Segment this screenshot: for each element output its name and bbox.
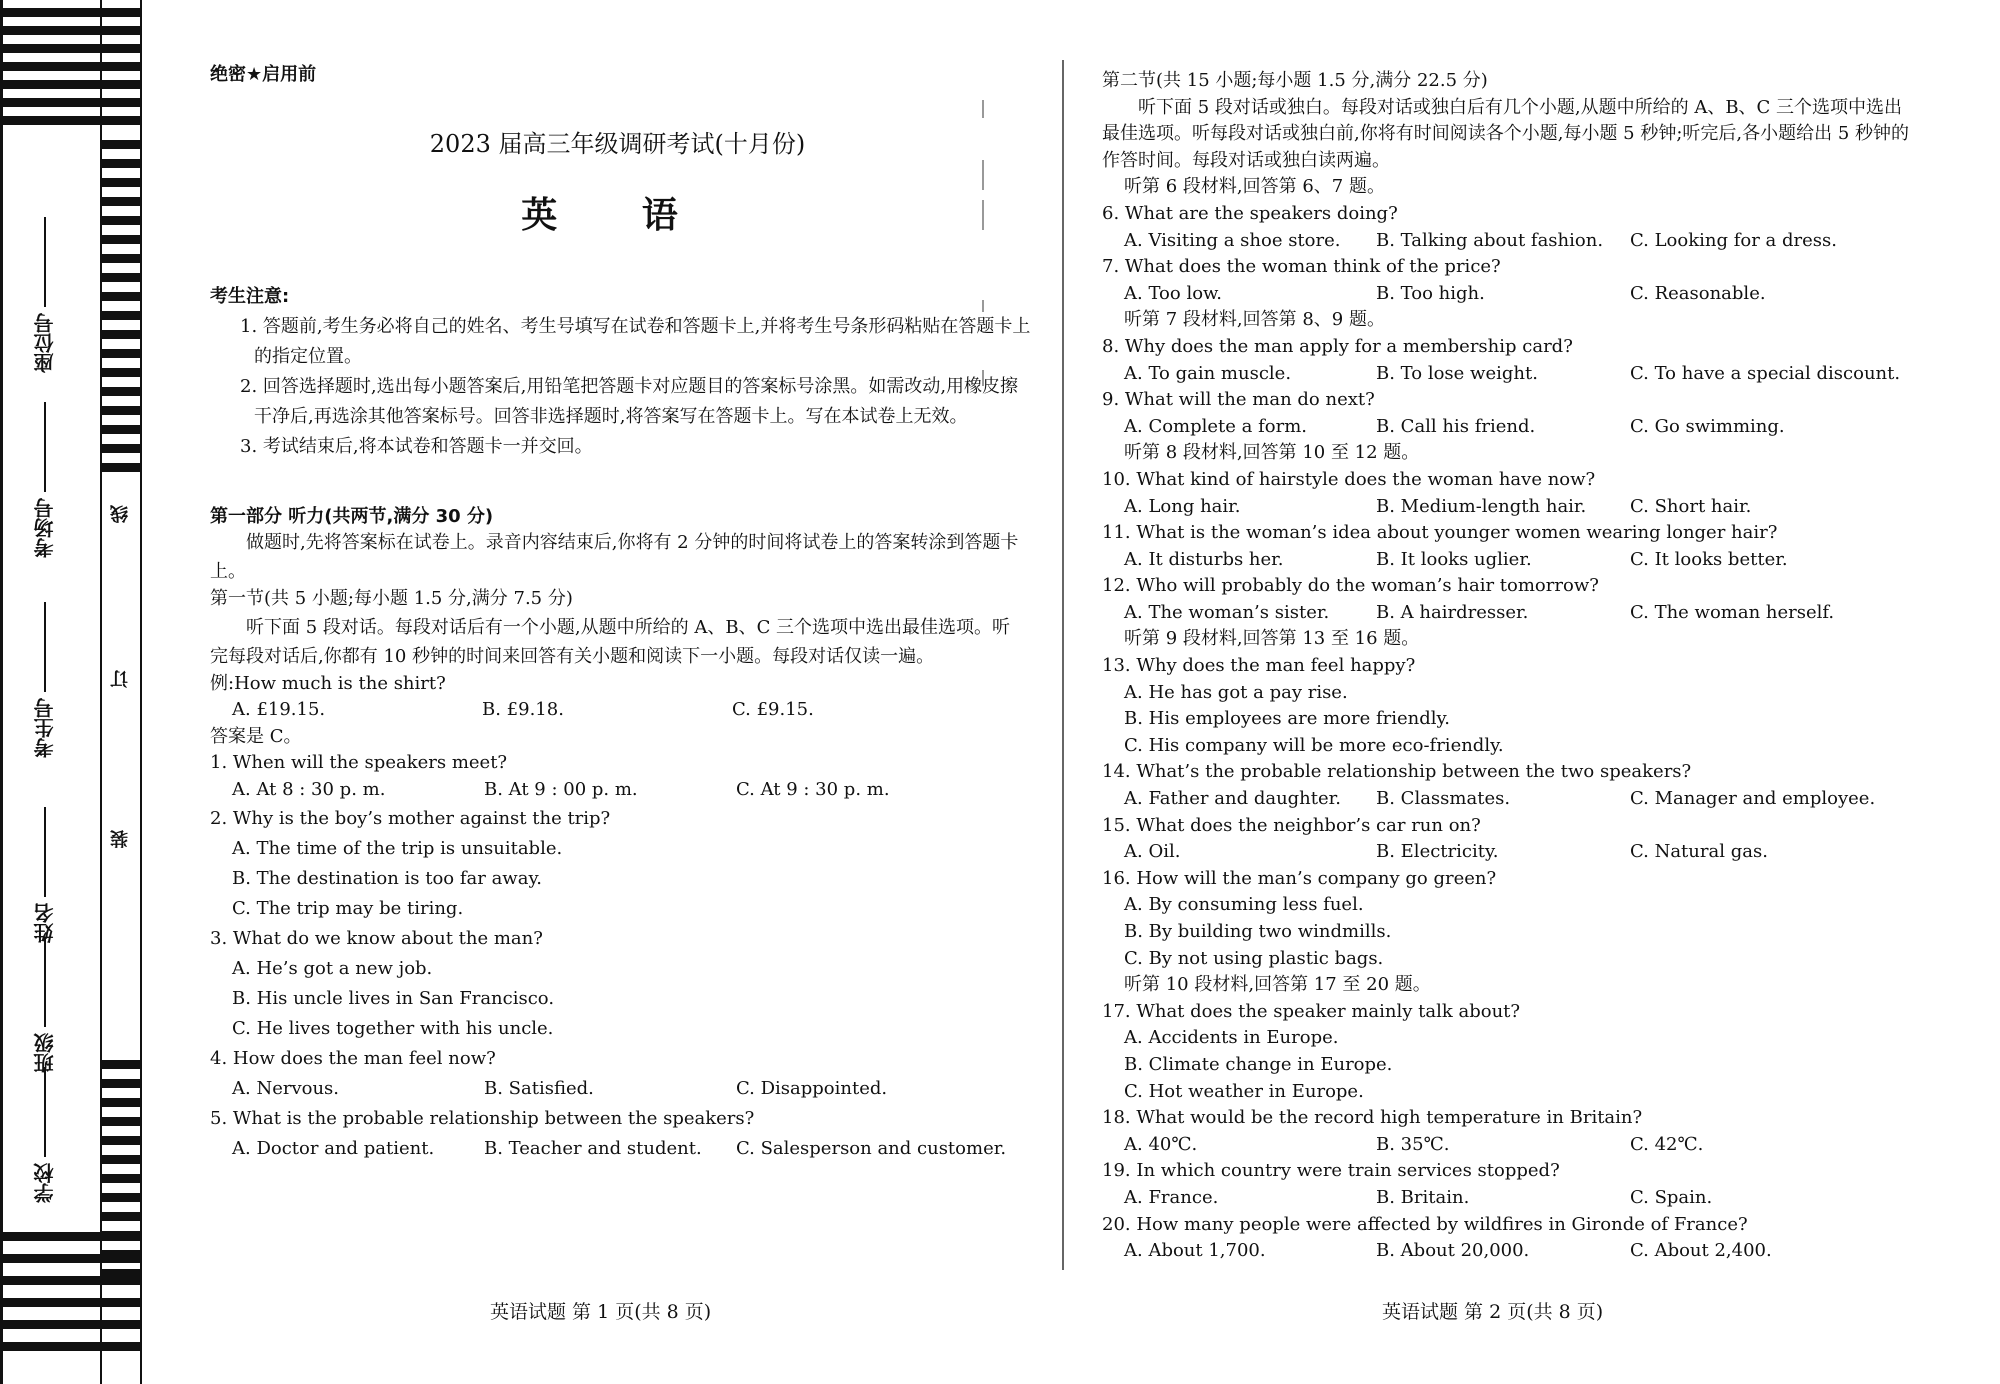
barcode-stripe [102, 444, 142, 453]
example-question: 例:How much is the shirt? [210, 672, 446, 694]
barcode-stripe [0, 1276, 142, 1285]
question-20: 20. How many people were affected by wildfires in Gironde of France? [1102, 1213, 1748, 1235]
option[interactable]: B. Britain. [1376, 1186, 1470, 1208]
question-11-options [1102, 547, 1922, 574]
barcode-stripe [102, 1174, 142, 1183]
barcode-stripe [102, 197, 142, 206]
barcode-stripe [102, 1060, 142, 1069]
notice-item: 2. 回答选择题时,选出每小题答案后,用铅笔把答题卡对应题目的答案标号涂黑。如需改动,用橡皮擦干净后,再选涂其他答案标号。回答非选择题时,将答案写在答题卡上。写在本试卷上无效。 [240, 376, 1019, 427]
question-9-options [1102, 414, 1922, 441]
question-7-options [1102, 281, 1922, 308]
material-6: 听第 6 段材料,回答第 6、7 题。 [1124, 176, 1385, 198]
page-2-footer: 英语试题 第 2 页(共 8 页) [1382, 1301, 1604, 1323]
class-field[interactable] [30, 930, 70, 1080]
page-1-footer: 英语试题 第 1 页(共 8 页) [490, 1301, 712, 1323]
column-divider [1062, 60, 1064, 1270]
option[interactable]: A. Accidents in Europe. [1124, 1027, 1339, 1049]
binding-mark-bind: 装 [110, 830, 131, 848]
candidate-number-field[interactable] [30, 580, 70, 780]
option[interactable]: B. A hairdresser. [1376, 601, 1529, 623]
barcode-stripe [0, 80, 142, 89]
barcode-stripe [102, 1193, 142, 1202]
part1-heading: 第一部分 听力(共两节,满分 30 分) [210, 506, 494, 527]
barcode-stripe [102, 1117, 142, 1126]
option[interactable]: C. 42℃. [1630, 1133, 1704, 1155]
question-4-options [210, 1074, 1025, 1104]
barcode-stripe [102, 463, 142, 472]
material-10: 听第 10 段材料,回答第 17 至 20 题。 [1124, 974, 1431, 996]
option[interactable]: A. He has got a pay rise. [1124, 681, 1348, 703]
question-1: 1. When will the speakers meet? [210, 752, 508, 774]
option[interactable]: C. Reasonable. [1630, 282, 1766, 304]
option[interactable]: A. He’s got a new job. [232, 957, 433, 979]
seat-number-label: 座位号 [33, 313, 57, 373]
notice-item: 1. 答题前,考生务必将自己的姓名、考生号填写在试卷和答题卡上,并将考生号条形码粘贴在答题卡上的指定位置。 [240, 316, 1031, 367]
option[interactable]: A. Visiting a shoe store. [1124, 229, 1341, 251]
option[interactable]: A. Oil. [1124, 841, 1181, 863]
question-10: 10. What kind of hairstyle does the woman have now? [1102, 468, 1596, 490]
example-answer: 答案是 C。 [210, 725, 302, 747]
option[interactable]: B. Classmates. [1376, 788, 1511, 810]
option[interactable]: C. To have a special discount. [1630, 362, 1901, 384]
option[interactable]: A. To gain muscle. [1124, 362, 1292, 384]
candidate-number-label: 考生号 [33, 698, 57, 758]
option[interactable]: A. By consuming less fuel. [1124, 894, 1364, 916]
seat-number-field[interactable] [30, 210, 70, 380]
barcode-stripe [102, 216, 142, 225]
page-1 [210, 60, 1031, 1164]
section1-intro: 听下面 5 段对话。每段对话后有一个小题,从题中所给的 A、B、C 三个选项中选出最佳选项。听完每段对话后,你都有 10 秒钟的时间来回答有关小题和阅读下一小题。每段对话仅读一遍。 [210, 616, 1011, 667]
example-options [210, 697, 1025, 724]
option[interactable]: C. He lives together with his uncle. [232, 1017, 554, 1039]
question-12: 12. Who will probably do the woman’s hair tomorrow? [1102, 575, 1599, 597]
option[interactable]: B. Climate change in Europe. [1124, 1053, 1393, 1075]
question-8-options [1102, 361, 1922, 388]
option[interactable]: B. Teacher and student. [484, 1137, 702, 1159]
option[interactable]: C. Go swimming. [1630, 415, 1785, 437]
barcode-stripe [102, 235, 142, 244]
question-3: 3. What do we know about the man? [210, 927, 543, 949]
question-7: 7. What does the woman think of the price? [1102, 256, 1501, 278]
barcode-stripe [102, 425, 142, 434]
barcode-stripe [102, 292, 142, 301]
option[interactable]: B. It looks uglier. [1376, 548, 1532, 570]
binding-strip [0, 0, 142, 1384]
option[interactable]: B. Call his friend. [1376, 415, 1536, 437]
option[interactable]: A. Long hair. [1124, 495, 1241, 517]
question-5-options [210, 1134, 1025, 1164]
section1-heading: 第一节(共 5 小题;每小题 1.5 分,满分 7.5 分) [210, 588, 573, 609]
question-20-options [1102, 1238, 1922, 1265]
option[interactable]: A. 40℃. [1124, 1133, 1198, 1155]
option[interactable]: B. Medium-length hair. [1376, 495, 1587, 517]
barcode-stripe [0, 26, 142, 35]
barcode-stripe [0, 1232, 142, 1241]
question-6: 6. What are the speakers doing? [1102, 202, 1398, 224]
exam-room-label: 考场号 [33, 498, 57, 558]
option[interactable]: A. Father and daughter. [1124, 788, 1342, 810]
option[interactable]: B. His employees are more friendly. [1124, 708, 1450, 730]
option[interactable]: C. By not using plastic bags. [1124, 947, 1384, 969]
option[interactable]: C. Looking for a dress. [1630, 229, 1837, 251]
option[interactable]: B. Too high. [1376, 282, 1485, 304]
school-label: 学校 [33, 1163, 57, 1203]
name-label: 姓名 [33, 903, 57, 943]
notice-item: 3. 考试结束后,将本试卷和答题卡一并交回。 [240, 436, 593, 457]
material-9: 听第 9 段材料,回答第 13 至 16 题。 [1124, 628, 1420, 650]
binding-edge-line [0, 0, 3, 1384]
barcode-stripe [102, 178, 142, 187]
option[interactable]: C. £9.15. [732, 699, 814, 721]
exam-title: 2023 届高三年级调研考试(十月份) [429, 130, 806, 158]
option[interactable]: C. Spain. [1630, 1186, 1713, 1208]
barcode-stripe [102, 1136, 142, 1145]
question-19-options [1102, 1185, 1922, 1212]
question-2: 2. Why is the boy’s mother against the trip? [210, 807, 611, 829]
barcode-stripe [102, 159, 142, 168]
barcode-stripe [0, 62, 142, 71]
option[interactable]: B. The destination is too far away. [232, 867, 542, 889]
option[interactable]: B. About 20,000. [1376, 1240, 1530, 1262]
question-10-options [1102, 494, 1922, 521]
option[interactable]: A. Doctor and patient. [232, 1137, 435, 1159]
option[interactable]: C. Short hair. [1630, 495, 1752, 517]
barcode-stripe [102, 1155, 142, 1164]
option[interactable]: A. Complete a form. [1124, 415, 1308, 437]
barcode-stripe [102, 1098, 142, 1107]
option[interactable]: C. Salesperson and customer. [736, 1137, 1007, 1159]
barcode-stripe [102, 330, 142, 339]
option[interactable]: A. At 8 : 30 p. m. [232, 778, 386, 800]
option[interactable]: B. His uncle lives in San Francisco. [232, 987, 555, 1009]
option[interactable]: B. At 9 : 00 p. m. [484, 778, 638, 800]
option[interactable]: C. Manager and employee. [1630, 788, 1876, 810]
barcode-stripe [102, 140, 142, 149]
confidential-mark: 绝密★启用前 [210, 64, 317, 85]
barcode-stripe [0, 8, 142, 17]
material-8: 听第 8 段材料,回答第 10 至 12 题。 [1124, 442, 1420, 464]
question-5: 5. What is the probable relationship between the speakers? [210, 1107, 755, 1129]
question-1-options [210, 777, 1025, 804]
option[interactable]: C. His company will be more eco-friendly. [1124, 734, 1504, 756]
question-8: 8. Why does the man apply for a membership card? [1102, 335, 1573, 357]
option[interactable]: C. At 9 : 30 p. m. [736, 778, 890, 800]
option[interactable]: B. Talking about fashion. [1376, 229, 1604, 251]
binding-mark-staple: 订 [110, 670, 131, 688]
option[interactable]: A. France. [1124, 1186, 1219, 1208]
question-6-options [1102, 228, 1922, 255]
barcode-stripe [102, 387, 142, 396]
question-17: 17. What does the speaker mainly talk about? [1102, 1000, 1521, 1022]
barcode-stripe [0, 1320, 142, 1329]
question-19: 19. In which country were train services stopped? [1102, 1160, 1560, 1182]
question-18-options [1102, 1132, 1922, 1159]
option[interactable]: B. By building two windmills. [1124, 921, 1392, 942]
option[interactable]: A. Too low. [1124, 282, 1223, 304]
subject-title: 英 语 [521, 195, 714, 236]
barcode-stripe [102, 1212, 142, 1221]
barcode-stripe [0, 1298, 142, 1307]
option[interactable]: C. Hot weather in Europe. [1124, 1080, 1364, 1102]
exam-room-field[interactable] [30, 380, 70, 580]
option[interactable]: C. About 2,400. [1630, 1240, 1772, 1262]
question-4: 4. How does the man feel now? [210, 1047, 496, 1069]
option[interactable]: C. Disappointed. [736, 1077, 888, 1099]
option[interactable]: B. Satisfied. [484, 1077, 594, 1099]
option[interactable]: B. 35℃. [1376, 1133, 1450, 1155]
question-16: 16. How will the man’s company go green? [1102, 867, 1497, 889]
barcode-stripe [102, 406, 142, 415]
option[interactable]: A. The woman’s sister. [1124, 601, 1330, 623]
section2-heading: 第二节(共 15 小题;每小题 1.5 分,满分 22.5 分) [1102, 70, 1488, 91]
notice-heading: 考生注意: [210, 286, 290, 307]
part1-intro: 做题时,先将答案标在试卷上。录音内容结束后,你将有 2 分钟的时间将试卷上的答案转涂到答题卡上。 [210, 532, 1019, 582]
option[interactable]: A. About 1,700. [1124, 1240, 1266, 1262]
barcode-stripe [102, 273, 142, 282]
barcode-stripe [102, 1079, 142, 1088]
option[interactable]: A. It disturbs her. [1124, 548, 1284, 570]
question-9: 9. What will the man do next? [1102, 389, 1375, 411]
material-7: 听第 7 段材料,回答第 8、9 题。 [1124, 309, 1385, 331]
section2-intro: 听下面 5 段对话或独白。每段对话或独白后有几个小题,从题中所给的 A、B、C 三个选项中选出最佳选项。听每段对话或独白前,你将有时间阅读各个小题,每小题 5 秒钟;听完后,各小题给出 5 秒钟的作答时间。每段对话或独白读两遍。 [1102, 96, 1910, 171]
barcode-stripe [102, 311, 142, 320]
option[interactable]: C. The woman herself. [1630, 601, 1835, 623]
question-14-options [1102, 786, 1922, 813]
question-15: 15. What does the neighbor’s car run on? [1102, 814, 1481, 836]
option[interactable]: B. Electricity. [1376, 841, 1499, 863]
option[interactable]: C. It looks better. [1630, 548, 1788, 570]
question-18: 18. What would be the record high temperature in Britain? [1102, 1107, 1643, 1129]
option[interactable]: A. The time of the trip is unsuitable. [232, 837, 563, 859]
barcode-stripe [0, 1342, 142, 1351]
class-label: 班级 [33, 1033, 57, 1073]
barcode-stripe [102, 368, 142, 377]
school-field[interactable] [30, 1060, 70, 1210]
question-11: 11. What is the woman’s idea about younger women wearing longer hair? [1102, 522, 1778, 544]
option[interactable]: B. £9.18. [482, 699, 564, 721]
option[interactable]: A. £19.15. [232, 699, 326, 721]
question-12-options [1102, 600, 1922, 627]
barcode-stripe [0, 98, 142, 107]
option[interactable]: A. Nervous. [232, 1077, 340, 1099]
barcode-stripe [0, 1254, 142, 1263]
option[interactable]: B. To lose weight. [1376, 362, 1538, 384]
question-15-options [1102, 839, 1922, 866]
question-13: 13. Why does the man feel happy? [1102, 655, 1416, 677]
option[interactable]: C. Natural gas. [1630, 841, 1768, 863]
barcode-stripe [0, 44, 142, 53]
barcode-stripe [102, 349, 142, 358]
question-14: 14. What’s the probable relationship between the two speakers? [1102, 761, 1692, 783]
barcode-stripe [0, 116, 142, 125]
option[interactable]: C. The trip may be tiring. [232, 897, 464, 919]
page-2 [1102, 68, 1922, 1265]
binding-mark-line: 线 [110, 505, 131, 523]
barcode-stripe [102, 254, 142, 263]
